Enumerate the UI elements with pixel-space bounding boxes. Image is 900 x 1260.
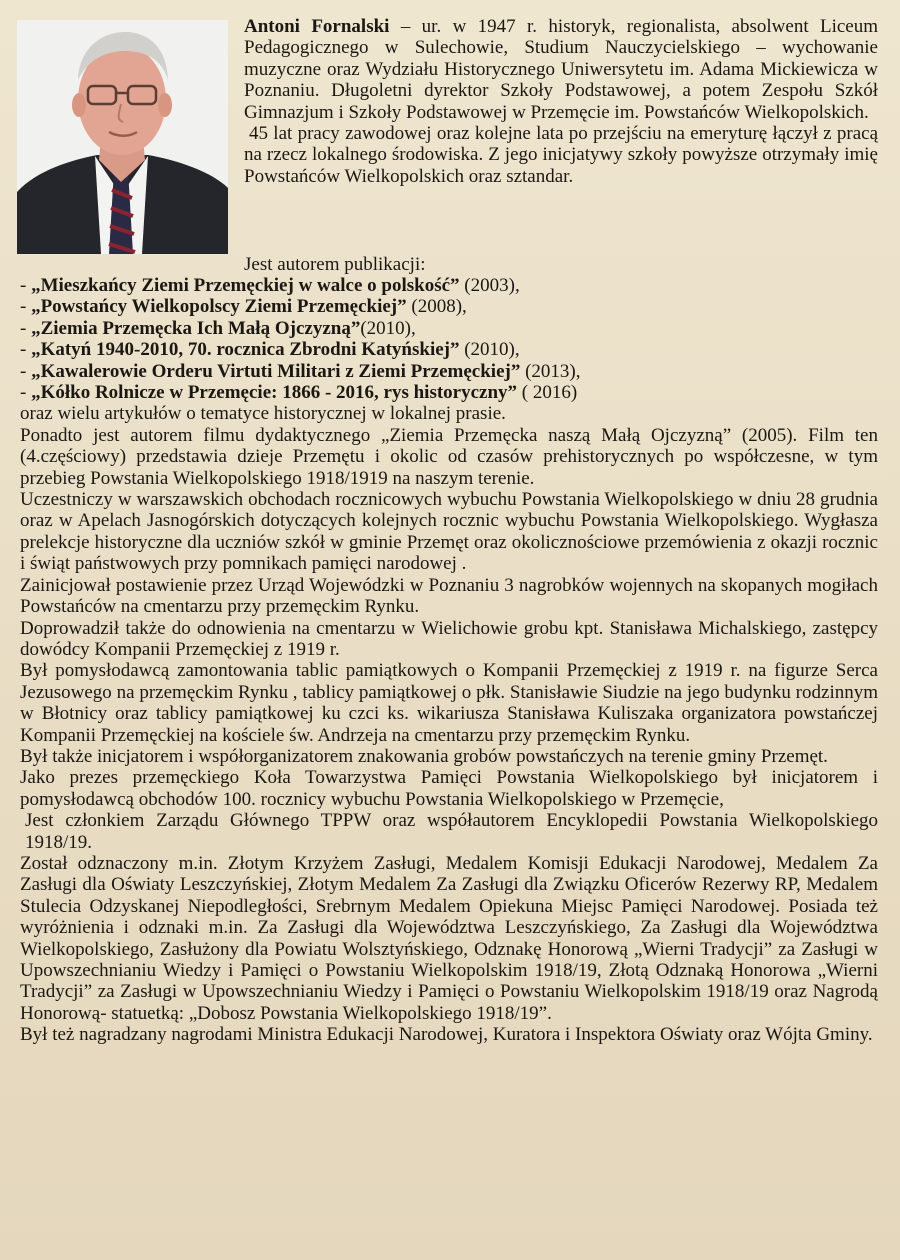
biography-intro [244,16,878,187]
paragraph-society: Jako prezes przemęckiego Koła Towarzystwa Pamięci Powstania Wielkopolskiego był inicjatorem i pomysłodawcą obchodów 100. rocznicy wybuchu Powstania Wielkopolskiego w Przemęcie, [20,767,878,810]
paragraph-articles: oraz wielu artykułów o tematyce historycznej w lokalnej prasie. [20,403,506,425]
author-bio: – ur. w 1947 r. historyk, regionalista, absolwent Liceum Pedagogicznego w Sulechowie, Studium Nauczycielskiego – wychowanie muzyczne oraz Wydziału Historycznego Uniwersytetu im. Adama Mickiewicza w Poznaniu. Długoletni dyrektor Szkoły Podstawowej, a potem Zespołu Szkół Gimnazjum i Szkoły Podstawowej w Przemęcie im. Powstańców Wielkopolskich. [244,16,878,123]
publication-item: - „Powstańcy Wielkopolscy Ziemi Przemęckiej” (2008), [20,296,467,318]
publication-item: - „Kółko Rolnicze w Przemęcie: 1866 - 2016, rys historyczny” ( 2016) [20,382,578,404]
paragraph-grave-renovation: Doprowadził także do odnowienia na cmentarzu w Wielichowie grobu kpt. Stanisława Michalskiego, zastępcy dowódcy Kompanii Przemęckiej z 1919 r. [20,617,878,660]
biography-body [20,275,878,1046]
career-summary: 45 lat pracy zawodowej oraz kolejne lata po przejściu na emeryturę łączył z pracą na rzecz lokalnego środowiska. Z jego inicjatywy szkoły powyższe otrzymały imię Powstańców Wielkopolskich oraz sztandar. [244,123,878,187]
paragraph-grave-marking: Był także inicjatorem i współorganizatorem znakowania grobów powstańczych na terenie gminy Przemęt. [20,745,828,767]
paragraph-commemorations: Uczestniczy w warszawskich obchodach rocznicowych wybuchu Powstania Wielkopolskiego w dniu 28 grudnia oraz w Apelach Jasnogórskich dotyczących kolejnych rocznic wybuchu Powstania Wielkopolskiego. Wygłasza prelekcje historyczne dla uczniów szkół w gminie Przemęt oraz okolicznościowe przemówienia z okazji rocznic i świąt państwowych przy pomnikach pamięci narodowej . [20,489,878,575]
paragraph-gravestones: Zainicjował postawienie przez Urząd Wojewódzki w Poznaniu 3 nagrobków wojennych na skopanych mogiłach Powstańców na cmentarzu przy przemęckim Rynku. [20,574,878,618]
paragraph-awards: Został odznaczony m.in. Złotym Krzyżem Zasługi, Medalem Komisji Edukacji Narodowej, Medalem Za Zasługi dla Oświaty Leszczyńskiej, Złotym Medalem Za Zasługi dla Związku Oficerów Rezerwy RP, Medalem Stulecia Odzyskanej Niepodległości, Srebrnym Medalem Opiekuna Miejsc Pamięci Narodowej. Posiada też wyróżnienia i odznaki m.in. Za Zasługi dla Województwa Leszczyńskiego, Za Zasługi dla Województwa Wielkopolskiego, Zasłużony dla Powiatu Wolsztyńskiego, Odznakę Honorową „Wierni Tradycji” za Zasługi w Upowszechnianiu Wiedzy i Pamięci o Powstaniu Wielkopolskim 1918/19, Złotą Odznaką Honorowa „Wierni Tradycji” za Zasługi w Upowszechnianiu Wiedzy i Pamięci o Powstaniu Wielkopolskim 1918/19 oraz Nagrodą Honorową- statuetką: „Dobosz Powstania Wielkopolskiego 1918/19”. [20,852,878,1024]
paragraph-plaques: Był pomysłodawcą zamontowania tablic pamiątkowych o Kompanii Przemęckiej z 1919 r. na figurze Serca Jezusowego na przemęckim Rynku , tablicy pamiątkowej o płk. Stanisławie Siudzie na jego budynku rodzinnym w Błotnicy oraz tablicy pamiątkowej ku czci ks. wikariusza Stanisława Kuliszaka organizatora powstańczej Kompanii Przemęckiej na kościele św. Andrzeja na cmentarzu przy przemęckim Rynku. [20,660,878,746]
paragraph-encyclopedia: Jest członkiem Zarządu Głównego TPPW oraz współautorem Encyklopedii Powstania Wielkopolskiego 1918/19. [25,810,878,853]
author-name: Antoni Fornalski [244,16,390,37]
paragraph-film: Ponadto jest autorem filmu dydaktycznego „Ziemia Przemęcka naszą Małą Ojczyzną” (2005). Film ten (4.częściowy) przedstawia dzieje Przemętu i okolic od czasów prehistorycznych po współczesne, w tym przebieg Powstania Wielkopolskiego 1918/1919 na naszym terenie. [20,424,878,489]
author-portrait [17,20,228,254]
publication-item: - „Ziemia Przemęcka Ich Małą Ojczyzną”(2010), [20,317,416,339]
publication-item: - „Mieszkańcy Ziemi Przemęckiej w walce o polskość” (2003), [20,275,520,296]
publications-list [20,275,878,403]
publications-heading: Jest autorem publikacji: [244,254,426,275]
paragraph-ministry-awards: Był też nagradzany nagrodami Ministra Edukacji Narodowej, Kuratora i Inspektora Oświaty oraz Wójta Gminy. [20,1024,873,1046]
publication-item: - „Katyń 1940-2010, 70. rocznica Zbrodni Katyńskiej” (2010), [20,339,520,361]
publication-item: - „Kawalerowie Orderu Virtuti Militari z Ziemi Przemęckiej” (2013), [20,360,581,382]
